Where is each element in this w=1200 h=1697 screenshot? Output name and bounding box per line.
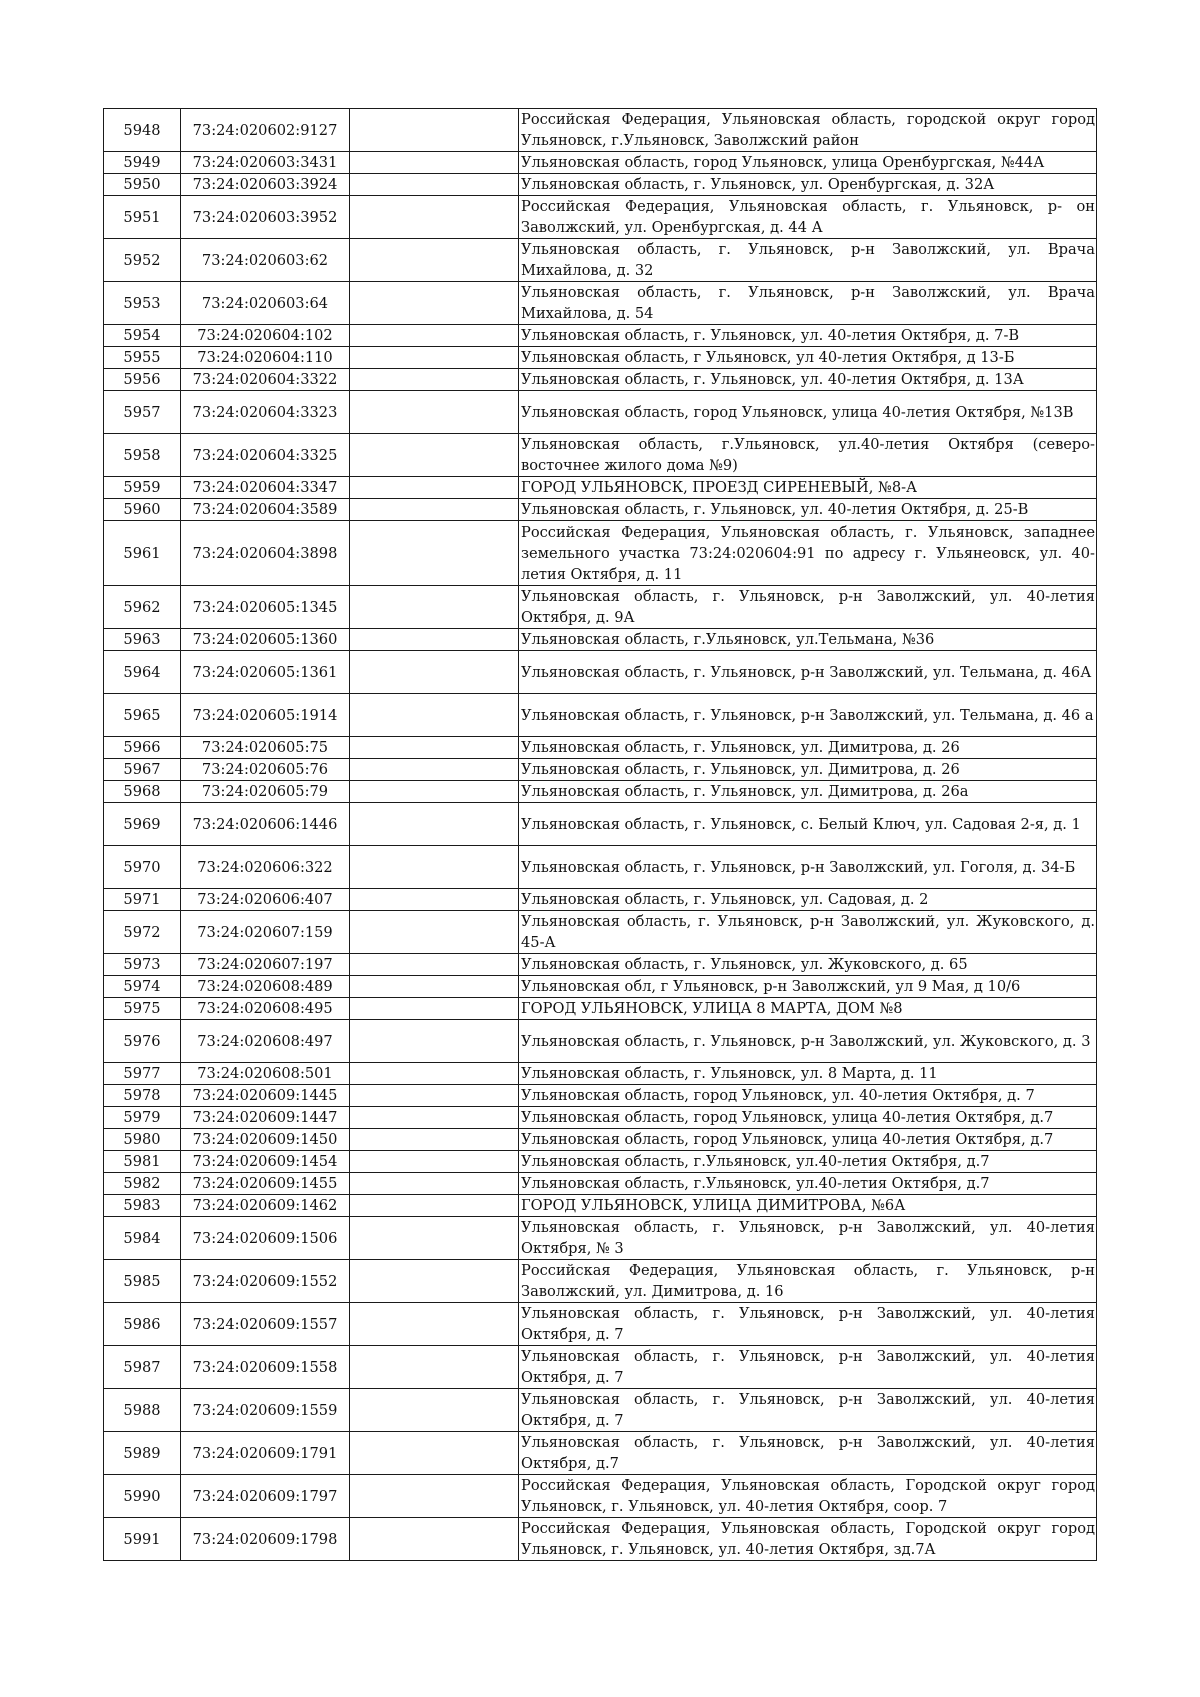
row-number: 5966 [104, 737, 181, 759]
empty-cell [350, 369, 519, 391]
table-row [104, 1475, 1097, 1518]
table-row [104, 109, 1097, 152]
address: ГОРОД УЛЬЯНОВСК, УЛИЦА ДИМИТРОВА, №6А [519, 1195, 1097, 1217]
row-number: 5989 [104, 1432, 181, 1475]
empty-cell [350, 1217, 519, 1260]
empty-cell [350, 803, 519, 846]
empty-cell [350, 325, 519, 347]
table-row [104, 954, 1097, 976]
cadastral-number: 73:24:020605:75 [181, 737, 350, 759]
cadastral-number: 73:24:020606:322 [181, 846, 350, 889]
cadastral-number: 73:24:020609:1506 [181, 1217, 350, 1260]
address: Ульяновская область, г. Ульяновск, р-н Заволжский, ул. Врача Михайлова, д. 54 [519, 282, 1097, 325]
address: Ульяновская область, г. Ульяновск, ул. Жуковского, д. 65 [519, 954, 1097, 976]
row-number: 5973 [104, 954, 181, 976]
table-row [104, 1346, 1097, 1389]
address: Российская Федерация, Ульяновская область, городской округ город Ульяновск, г.Ульяновск, Заволжский район [519, 109, 1097, 152]
table-row [104, 759, 1097, 781]
table-row [104, 1217, 1097, 1260]
address: Ульяновская область, г. Ульяновск, с. Белый Ключ, ул. Садовая 2-я, д. 1 [519, 803, 1097, 846]
address: Ульяновская область, город Ульяновск, улица 40-летия Октября, д.7 [519, 1129, 1097, 1151]
address: Ульяновская область, г. Ульяновск, р-н Заволжский, ул. Гоголя, д. 34-Б [519, 846, 1097, 889]
row-number: 5956 [104, 369, 181, 391]
cadastral-number: 73:24:020604:102 [181, 325, 350, 347]
empty-cell [350, 976, 519, 998]
table-row [104, 1432, 1097, 1475]
address: Российская Федерация, Ульяновская область, г. Ульяновск, р- он Заволжский, ул. Оренбургская, д. 44 А [519, 196, 1097, 239]
address: Ульяновская область, г. Ульяновск, ул. 8 Марта, д. 11 [519, 1063, 1097, 1085]
table-row [104, 152, 1097, 174]
address: Ульяновская область, г.Ульяновск, ул.Тельмана, №36 [519, 629, 1097, 651]
row-number: 5981 [104, 1151, 181, 1173]
empty-cell [350, 737, 519, 759]
address: Ульяновская область, город Ульяновск, улица 40-летия Октября, №13В [519, 391, 1097, 434]
empty-cell [350, 1260, 519, 1303]
empty-cell [350, 846, 519, 889]
table-row [104, 1020, 1097, 1063]
row-number: 5982 [104, 1173, 181, 1195]
table-row [104, 1389, 1097, 1432]
address: Ульяновская область, г. Ульяновск, р-н Заволжский, ул. Врача Михайлова, д. 32 [519, 239, 1097, 282]
address: Ульяновская область, г. Ульяновск, р-н Заволжский, ул. Жуковского, д. 45-А [519, 911, 1097, 954]
address: Ульяновская область, г. Ульяновск, р-н Заволжский, ул. 40-летия Октября, № 3 [519, 1217, 1097, 1260]
empty-cell [350, 911, 519, 954]
cadastral-number: 73:24:020603:3924 [181, 174, 350, 196]
cadastral-number: 73:24:020609:1559 [181, 1389, 350, 1432]
empty-cell [350, 477, 519, 499]
empty-cell [350, 499, 519, 521]
row-number: 5951 [104, 196, 181, 239]
empty-cell [350, 1173, 519, 1195]
row-number: 5977 [104, 1063, 181, 1085]
cadastral-number: 73:24:020609:1557 [181, 1303, 350, 1346]
address: Ульяновская область, город Ульяновск, улица Оренбургская, №44А [519, 152, 1097, 174]
address: Ульяновская область, г. Ульяновск, ул. Димитрова, д. 26 [519, 759, 1097, 781]
table-row [104, 1129, 1097, 1151]
cadastral-number: 73:24:020605:79 [181, 781, 350, 803]
row-number: 5949 [104, 152, 181, 174]
empty-cell [350, 521, 519, 586]
address: Ульяновская область, г Ульяновск, ул 40-летия Октября, д 13-Б [519, 347, 1097, 369]
empty-cell [350, 889, 519, 911]
table-row [104, 1303, 1097, 1346]
empty-cell [350, 694, 519, 737]
address: Ульяновская область, г. Ульяновск, р-н Заволжский, ул. 40-летия Октября, д.7 [519, 1432, 1097, 1475]
address: Ульяновская область, г.Ульяновск, ул.40-летия Октября (северо-восточнее жилого дома №9) [519, 434, 1097, 477]
address: Ульяновская область, г. Ульяновск, ул. Оренбургская, д. 32А [519, 174, 1097, 196]
row-number: 5958 [104, 434, 181, 477]
empty-cell [350, 1518, 519, 1561]
table-row [104, 434, 1097, 477]
address: Ульяновская область, г. Ульяновск, р-н Заволжский, ул. 40-летия Октября, д. 7 [519, 1303, 1097, 1346]
cadastral-number: 73:24:020603:3952 [181, 196, 350, 239]
row-number: 5971 [104, 889, 181, 911]
address: ГОРОД УЛЬЯНОВСК, ПРОЕЗД СИРЕНЕВЫЙ, №8-А [519, 477, 1097, 499]
row-number: 5979 [104, 1107, 181, 1129]
address: Ульяновская область, г. Ульяновск, р-н Заволжский, ул. Жуковского, д. 3 [519, 1020, 1097, 1063]
empty-cell [350, 109, 519, 152]
empty-cell [350, 1475, 519, 1518]
cadastral-number: 73:24:020606:1446 [181, 803, 350, 846]
address: Ульяновская область, г. Ульяновск, ул. Димитрова, д. 26а [519, 781, 1097, 803]
cadastral-number: 73:24:020609:1454 [181, 1151, 350, 1173]
empty-cell [350, 1195, 519, 1217]
empty-cell [350, 174, 519, 196]
cadastral-number: 73:24:020603:62 [181, 239, 350, 282]
cadastral-number: 73:24:020609:1558 [181, 1346, 350, 1389]
table-row [104, 1518, 1097, 1561]
address: Ульяновская область, г. Ульяновск, р-н Заволжский, ул. 40-летия Октября, д. 7 [519, 1346, 1097, 1389]
empty-cell [350, 239, 519, 282]
table-row [104, 347, 1097, 369]
row-number: 5969 [104, 803, 181, 846]
row-number: 5963 [104, 629, 181, 651]
row-number: 5986 [104, 1303, 181, 1346]
cadastral-number: 73:24:020602:9127 [181, 109, 350, 152]
row-number: 5974 [104, 976, 181, 998]
cadastral-number: 73:24:020608:497 [181, 1020, 350, 1063]
cadastral-number: 73:24:020609:1552 [181, 1260, 350, 1303]
table-row [104, 781, 1097, 803]
cadastral-number: 73:24:020609:1798 [181, 1518, 350, 1561]
row-number: 5988 [104, 1389, 181, 1432]
empty-cell [350, 998, 519, 1020]
cadastral-number: 73:24:020607:197 [181, 954, 350, 976]
row-number: 5961 [104, 521, 181, 586]
address: Ульяновская область, г.Ульяновск, ул.40-летия Октября, д.7 [519, 1151, 1097, 1173]
table-row [104, 282, 1097, 325]
empty-cell [350, 1346, 519, 1389]
cadastral-number: 73:24:020604:110 [181, 347, 350, 369]
table-row [104, 369, 1097, 391]
table-row [104, 803, 1097, 846]
cadastral-number: 73:24:020609:1462 [181, 1195, 350, 1217]
row-number: 5962 [104, 586, 181, 629]
row-number: 5991 [104, 1518, 181, 1561]
address: Ульяновская область, г. Ульяновск, р-н Заволжский, ул. 40-летия Октября, д. 9А [519, 586, 1097, 629]
table-row [104, 651, 1097, 694]
cadastral-number: 73:24:020608:495 [181, 998, 350, 1020]
table-row [104, 629, 1097, 651]
cadastral-number: 73:24:020605:1345 [181, 586, 350, 629]
row-number: 5985 [104, 1260, 181, 1303]
row-number: 5967 [104, 759, 181, 781]
row-number: 5976 [104, 1020, 181, 1063]
table-row [104, 196, 1097, 239]
cadastral-number: 73:24:020606:407 [181, 889, 350, 911]
table-row [104, 499, 1097, 521]
cadastral-number: 73:24:020608:489 [181, 976, 350, 998]
empty-cell [350, 1063, 519, 1085]
row-number: 5953 [104, 282, 181, 325]
address: Ульяновская область, г. Ульяновск, р-н Заволжский, ул. Тельмана, д. 46 а [519, 694, 1097, 737]
empty-cell [350, 629, 519, 651]
address: Ульяновская область, г. Ульяновск, ул. Димитрова, д. 26 [519, 737, 1097, 759]
table-row [104, 1195, 1097, 1217]
table-row [104, 1085, 1097, 1107]
address: Российская Федерация, Ульяновская область, г. Ульяновск, западнее земельного участка 73:24:020604:91 по адресу г. Ульянеовск, ул. 40-летия Октября, д. 11 [519, 521, 1097, 586]
row-number: 5968 [104, 781, 181, 803]
empty-cell [350, 781, 519, 803]
table-row [104, 477, 1097, 499]
table-row [104, 976, 1097, 998]
empty-cell [350, 954, 519, 976]
table-row [104, 239, 1097, 282]
cadastral-number: 73:24:020609:1450 [181, 1129, 350, 1151]
address: Ульяновская область, г. Ульяновск, ул. 40-летия Октября, д. 13А [519, 369, 1097, 391]
cadastral-number: 73:24:020604:3589 [181, 499, 350, 521]
table-row [104, 889, 1097, 911]
address: Ульяновская область, г. Ульяновск, р-н Заволжский, ул. Тельмана, д. 46А [519, 651, 1097, 694]
empty-cell [350, 434, 519, 477]
row-number: 5975 [104, 998, 181, 1020]
table-body [104, 109, 1097, 1561]
row-number: 5970 [104, 846, 181, 889]
cadastral-number: 73:24:020609:1791 [181, 1432, 350, 1475]
row-number: 5950 [104, 174, 181, 196]
empty-cell [350, 759, 519, 781]
empty-cell [350, 1432, 519, 1475]
address: Российская Федерация, Ульяновская область, г. Ульяновск, р-н Заволжский, ул. Димитрова, д. 16 [519, 1260, 1097, 1303]
table-row [104, 1107, 1097, 1129]
address: Ульяновская область, г. Ульяновск, ул. Садовая, д. 2 [519, 889, 1097, 911]
address: Ульяновская область, город Ульяновск, улица 40-летия Октября, д.7 [519, 1107, 1097, 1129]
empty-cell [350, 196, 519, 239]
address: Ульяновская обл, г Ульяновск, р-н Заволжский, ул 9 Мая, д 10/6 [519, 976, 1097, 998]
property-table [103, 108, 1097, 1561]
empty-cell [350, 1151, 519, 1173]
address: Ульяновская область, город Ульяновск, ул. 40-летия Октября, д. 7 [519, 1085, 1097, 1107]
cadastral-number: 73:24:020604:3347 [181, 477, 350, 499]
table-row [104, 391, 1097, 434]
row-number: 5960 [104, 499, 181, 521]
table-row [104, 1173, 1097, 1195]
cadastral-number: 73:24:020603:3431 [181, 152, 350, 174]
table-row [104, 586, 1097, 629]
row-number: 5955 [104, 347, 181, 369]
row-number: 5959 [104, 477, 181, 499]
empty-cell [350, 1389, 519, 1432]
cadastral-number: 73:24:020604:3898 [181, 521, 350, 586]
cadastral-number: 73:24:020609:1797 [181, 1475, 350, 1518]
empty-cell [350, 282, 519, 325]
row-number: 5984 [104, 1217, 181, 1260]
table-row [104, 521, 1097, 586]
cadastral-number: 73:24:020605:1360 [181, 629, 350, 651]
table-row [104, 737, 1097, 759]
cadastral-number: 73:24:020605:76 [181, 759, 350, 781]
address: Ульяновская область, г. Ульяновск, ул. 40-летия Октября, д. 25-В [519, 499, 1097, 521]
table-row [104, 911, 1097, 954]
cadastral-number: 73:24:020604:3325 [181, 434, 350, 477]
empty-cell [350, 1129, 519, 1151]
cadastral-number: 73:24:020605:1361 [181, 651, 350, 694]
cadastral-number: 73:24:020609:1447 [181, 1107, 350, 1129]
row-number: 5952 [104, 239, 181, 282]
row-number: 5965 [104, 694, 181, 737]
row-number: 5987 [104, 1346, 181, 1389]
row-number: 5954 [104, 325, 181, 347]
cadastral-number: 73:24:020603:64 [181, 282, 350, 325]
table-row [104, 174, 1097, 196]
row-number: 5957 [104, 391, 181, 434]
table-row [104, 998, 1097, 1020]
address: Ульяновская область, г.Ульяновск, ул.40-летия Октября, д.7 [519, 1173, 1097, 1195]
cadastral-number: 73:24:020607:159 [181, 911, 350, 954]
row-number: 5948 [104, 109, 181, 152]
address: ГОРОД УЛЬЯНОВСК, УЛИЦА 8 МАРТА, ДОМ №8 [519, 998, 1097, 1020]
table-row [104, 1063, 1097, 1085]
empty-cell [350, 152, 519, 174]
address: Ульяновская область, г. Ульяновск, ул. 40-летия Октября, д. 7-В [519, 325, 1097, 347]
empty-cell [350, 1020, 519, 1063]
empty-cell [350, 651, 519, 694]
address: Российская Федерация, Ульяновская область, Городской округ город Ульяновск, г. Ульяновск, ул. 40-летия Октября, зд.7А [519, 1518, 1097, 1561]
empty-cell [350, 1107, 519, 1129]
empty-cell [350, 1303, 519, 1346]
table-row [104, 1260, 1097, 1303]
table-row [104, 694, 1097, 737]
table-row [104, 1151, 1097, 1173]
row-number: 5990 [104, 1475, 181, 1518]
cadastral-number: 73:24:020608:501 [181, 1063, 350, 1085]
row-number: 5972 [104, 911, 181, 954]
row-number: 5980 [104, 1129, 181, 1151]
cadastral-number: 73:24:020605:1914 [181, 694, 350, 737]
empty-cell [350, 347, 519, 369]
address: Ульяновская область, г. Ульяновск, р-н Заволжский, ул. 40-летия Октября, д. 7 [519, 1389, 1097, 1432]
address: Российская Федерация, Ульяновская область, Городской округ город Ульяновск, г. Ульяновск, ул. 40-летия Октября, соор. 7 [519, 1475, 1097, 1518]
row-number: 5983 [104, 1195, 181, 1217]
table-row [104, 325, 1097, 347]
empty-cell [350, 586, 519, 629]
row-number: 5978 [104, 1085, 181, 1107]
empty-cell [350, 1085, 519, 1107]
row-number: 5964 [104, 651, 181, 694]
cadastral-number: 73:24:020609:1455 [181, 1173, 350, 1195]
cadastral-number: 73:24:020604:3323 [181, 391, 350, 434]
cadastral-number: 73:24:020609:1445 [181, 1085, 350, 1107]
cadastral-number: 73:24:020604:3322 [181, 369, 350, 391]
empty-cell [350, 391, 519, 434]
table-row [104, 846, 1097, 889]
